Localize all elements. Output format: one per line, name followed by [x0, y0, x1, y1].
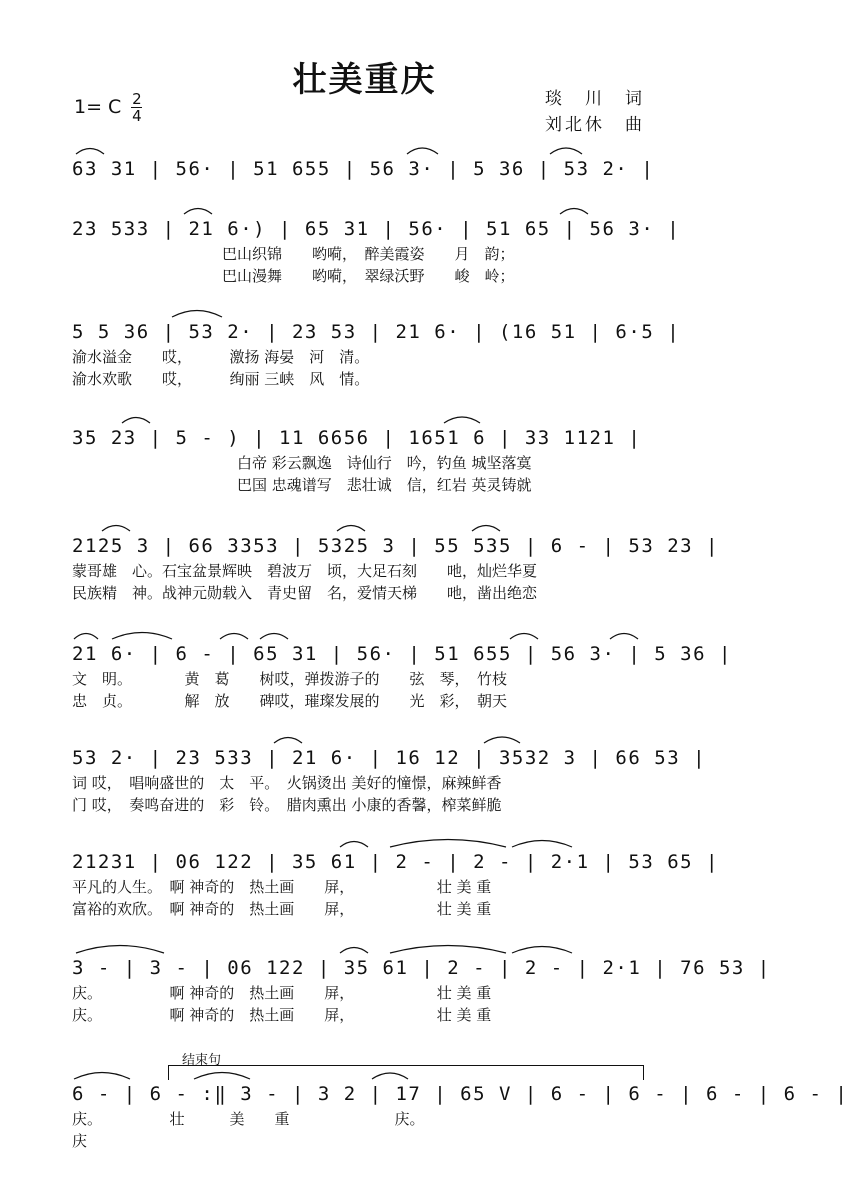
lyric-verse-1: 庆。 壮 美 重 庆。 — [72, 1110, 425, 1128]
lyric-verse-1: 渝水溢金 哎， 激扬 海晏 河 清。 — [72, 348, 370, 366]
score-system-5 — [72, 532, 719, 604]
notation-line: 2125 3 | 66 3353 | 5325 3 | 55 535 | 6 - | 53 23 | — [72, 535, 719, 557]
lyric-verse-1: 白帝 彩云飘逸 诗仙行 吟，钓鱼 城坚落寞 — [72, 454, 532, 472]
composer-credit: 刘北休 曲 — [545, 115, 645, 135]
score-system-9 — [72, 954, 771, 1026]
notation-line: 3 - | 3 - | 06 122 | 35 61 | 2 - | 2 - | 2·1 | 76 53 | — [72, 957, 771, 979]
ending-section-bracket — [168, 1049, 644, 1071]
time-numerator: 2 — [132, 90, 142, 108]
score-system-4 — [72, 424, 644, 496]
notation-line: 5 5 36 | 53 2· | 23 53 | 21 6· | (16 51 | 6·5 | — [72, 321, 681, 343]
lyric-verse-2: 庆 — [72, 1132, 88, 1150]
lyric-verse-2: 门 哎， 奏鸣奋进的 彩 铃。 腊肉熏出 小康的香馨，榨菜鲜脆 — [72, 796, 502, 814]
score-system-2 — [72, 215, 681, 287]
lyric-verse-1: 庆。 啊 神奇的 热土画 屏， 壮 美 重 — [72, 984, 492, 1002]
lyricist-credit: 琰 川 词 — [545, 89, 645, 109]
score-system-3 — [72, 318, 681, 390]
key-label: 1= C — [74, 96, 122, 118]
notation-line: 21231 | 06 122 | 35 61 | 2 - | 2 - | 2·1 | 53 65 | — [72, 851, 719, 873]
lyric-verse-1: 词 哎， 唱响盛世的 太 平。 火锅烫出 美好的憧憬，麻辣鲜香 — [72, 774, 502, 792]
song-title: 壮美重庆 — [292, 60, 437, 100]
lyric-verse-2: 忠 贞。 解 放 碑哎，璀璨发展的 光 彩， 朝天 — [72, 692, 508, 710]
ending-bracket-line — [168, 1065, 644, 1066]
lyric-verse-1: 文 明。 黄 葛 树哎，弹拨游子的 弦 琴， 竹枝 — [72, 670, 508, 688]
lyric-verse-2: 渝水欢歌 哎， 绚丽 三峡 风 情。 — [72, 370, 370, 388]
time-signature — [131, 92, 142, 123]
lyric-verse-1: 巴山织锦 哟嗬， 醉美霞姿 月 韵； — [72, 245, 515, 263]
key-signature — [74, 92, 142, 123]
score-system-8 — [72, 848, 719, 920]
notation-line: 21 6· | 6 - | 65 31 | 56· | 51 655 | 56 3· | 5 36 | — [72, 643, 732, 665]
lyric-verse-2: 庆。 啊 神奇的 热土画 屏， 壮 美 重 — [72, 1006, 492, 1024]
lyric-verse-2: 巴国 忠魂谱写 悲壮诚 信，红岩 英灵铸就 — [72, 476, 532, 494]
notation-line: 53 2· | 23 533 | 21 6· | 16 12 | 3532 3 | 66 53 | — [72, 747, 707, 769]
score-system-7 — [72, 744, 707, 816]
notation-line: 6 - | 6 - :‖ 3 - | 3 2 | 17 | 65 V | 6 - | 6 - | 6 - | 6 - | — [72, 1083, 848, 1105]
score-system-10 — [72, 1080, 848, 1150]
lyric-verse-2: 民族精 神。战神元勋载入 青史留 名，爱情天梯 吔，凿出绝恋 — [72, 584, 538, 602]
score-system-1 — [72, 155, 655, 183]
notation-line: 35 23 | 5 - ) | 11 6656 | 1651 6 | 33 1121 | — [72, 427, 642, 449]
notation-line: 63 31 | 56· | 51 655 | 56 3· | 5 36 | 53 2· | — [72, 158, 655, 180]
lyric-verse-1: 平凡的人生。 啊 神奇的 热土画 屏， 壮 美 重 — [72, 878, 492, 896]
score-system-6 — [72, 640, 732, 712]
lyric-verse-2: 富裕的欢欣。 啊 神奇的 热土画 屏， 壮 美 重 — [72, 900, 492, 918]
lyric-verse-2: 巴山漫舞 哟嗬， 翠绿沃野 峻 岭； — [72, 267, 515, 285]
time-denominator: 4 — [132, 107, 142, 125]
notation-line: 23 533 | 21 6·) | 65 31 | 56· | 51 65 | 56 3· | — [72, 218, 681, 240]
ending-label: 结束句 — [182, 1053, 222, 1068]
lyric-verse-1: 蒙哥雄 心。石宝盆景辉映 碧波万 顷，大足石刻 吔，灿烂华夏 — [72, 562, 538, 580]
